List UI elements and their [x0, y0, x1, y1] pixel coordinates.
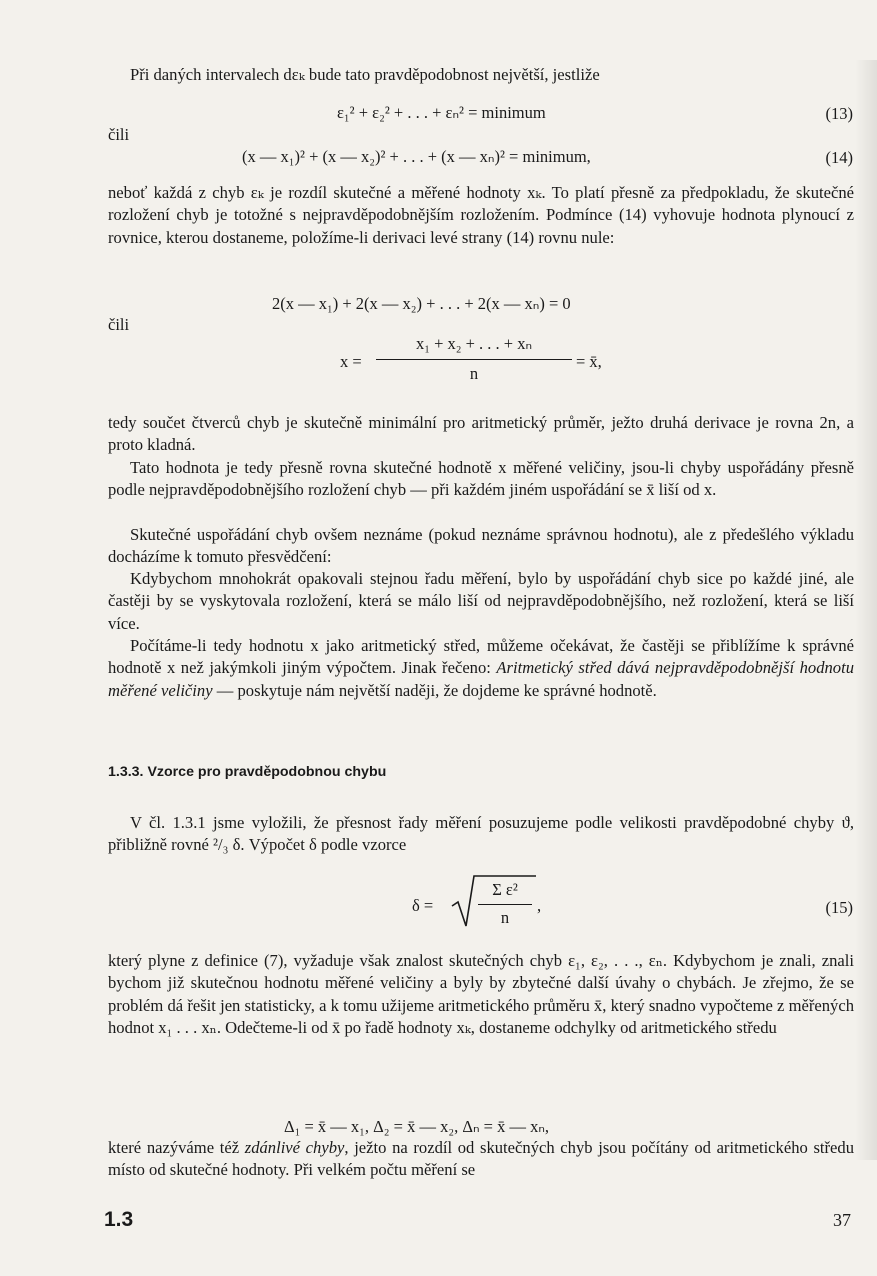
equation-deviations: Δ₁ = x̄ — x₁, Δ₂ = x̄ — x₂, Δₙ = x̄ — xₙ,: [284, 1117, 550, 1136]
adjacent-page-bleed: [855, 60, 877, 1160]
cili-label-2: čili: [108, 315, 130, 334]
page-number: 37: [833, 1210, 851, 1230]
equation-14-number: (14): [825, 148, 853, 167]
eq15-comma: ,: [537, 896, 542, 915]
paragraph-exact-value: Tato hodnota je tedy přesně rovna skutečné hodnotě x měřené veličiny, jsou-li chyby uspořádány přesně podle nejpravděpodobnějšího rozložení chyb — při každém jiném uspořádání se x̄ liší od x.: [108, 458, 854, 500]
equation-13-number: (13): [825, 104, 853, 123]
paragraph-conclusion: [108, 635, 854, 702]
eq15-fraction-bar: [478, 904, 532, 905]
paragraph-sum-squares: tedy součet čtverců chyb je skutečně minimální pro aritmetický průměr, ježto druhá derivace je rovna 2n, a proto kladná.: [108, 413, 854, 455]
eq15-denominator: n: [500, 908, 510, 927]
eq15-numerator: Σ ε²: [492, 880, 518, 899]
mean-rhs: = x̄,: [576, 352, 602, 371]
cili-label-1: čili: [108, 125, 130, 144]
footer-section-number: 1.3: [104, 1208, 134, 1231]
apparent-text-a: které nazýváme též: [108, 1138, 245, 1157]
paragraph-apparent-errors: [108, 1137, 854, 1182]
apparent-text-c: , ježto na rozdíl od skutečných chyb jsou počítány od aritmetického středu místo od skutečné hodnoty. Při velkém počtu měření se: [108, 1138, 855, 1180]
equation-13: ε₁² + ε₂² + . . . + εₙ² = minimum: [337, 103, 546, 122]
paragraph-condition: neboť každá z chyb εₖ je rozdíl skutečné a měřené hodnoty xₖ. To platí přesně za předpokladu, že skutečné rozložení chyb je totožné s nejpravděpodobnějším rozložením. Podmínce (14) vyhovuje hodnota plynoucí z rovnice, kterou dostaneme, položíme-li derivaci levé strany (14) rovnu nule:: [108, 183, 854, 247]
conclusion-emphasis: Aritmetický střed dává nejpravděpodobnější hodnotu měřené veličiny: [108, 658, 854, 700]
paragraph-intro: Při daných intervalech dεₖ bude tato pravděpodobnost největší, jestliže: [130, 65, 600, 84]
mean-lhs: x =: [340, 352, 362, 371]
paragraph-probable-error: V čl. 1.3.1 jsme vyložili, že přesnost řady měření posuzujeme podle velikosti pravděpodobné chyby ϑ, přibližně rovné ²/₃ δ. Výpočet δ podle vzorce: [108, 813, 854, 855]
mean-numerator: x₁ + x₂ + . . . + xₙ: [415, 334, 533, 353]
mean-denominator: n: [469, 364, 479, 383]
eq15-lhs: δ =: [412, 896, 434, 915]
paragraph-statistical: který plyne z definice (7), vyžaduje však znalost skutečných chyb ε₁, ε₂, . . ., εₙ. Kdybychom je znali, znali bychom již skutečnou hodnotu měřené veličiny a byly by zbytečné další úvahy o chybách. Je zřejmo, že se problém dá řešit jen statisticky, a k tomu užijeme aritmetického průměru x̄, který snadno vypočteme z měřených hodnot x₁ . . . xₙ. Odečteme-li od x̄ po řadě hodnoty xₖ, dostaneme odchylky od aritmetického středu: [108, 951, 854, 1037]
equation-15-number: (15): [825, 898, 853, 917]
conclusion-text-c: — poskytuje nám největší naději, že dojdeme ke správné hodnotě.: [212, 680, 657, 700]
paragraph-repetition: Kdybychom mnohokrát opakovali stejnou řadu měření, bylo by uspořádání chyb sice po každé jiné, ale častěji by se vyskytovala rozložení, která se málo liší od nejpravděpodobnějšího, než rozložení, která se liší více.: [108, 569, 854, 633]
equation-derivative: 2(x — x₁) + 2(x — x₂) + . . . + 2(x — xₙ) = 0: [272, 294, 571, 313]
conclusion-text-a: Počítáme-li tedy hodnotu x jako aritmetický střed, můžeme očekávat, že častěji se přiblížíme k správné hodnotě x než jakýmkoli jiným výpočtem. Jinak řečeno:: [108, 636, 854, 678]
paragraph-arrangement: Skutečné uspořádání chyb ovšem neznáme (pokud neznáme správnou hodnotu), ale z předešlého výkladu docházíme k tomuto přesvědčení:: [108, 525, 854, 567]
apparent-emphasis: zdánlivé chyby: [244, 1138, 345, 1157]
equation-14: (x — x₁)² + (x — x₂)² + . . . + (x — xₙ)² = minimum,: [242, 147, 591, 166]
mean-fraction-bar: [376, 359, 572, 360]
section-heading: 1.3.3. Vzorce pro pravděpodobnou chybu: [108, 764, 387, 780]
